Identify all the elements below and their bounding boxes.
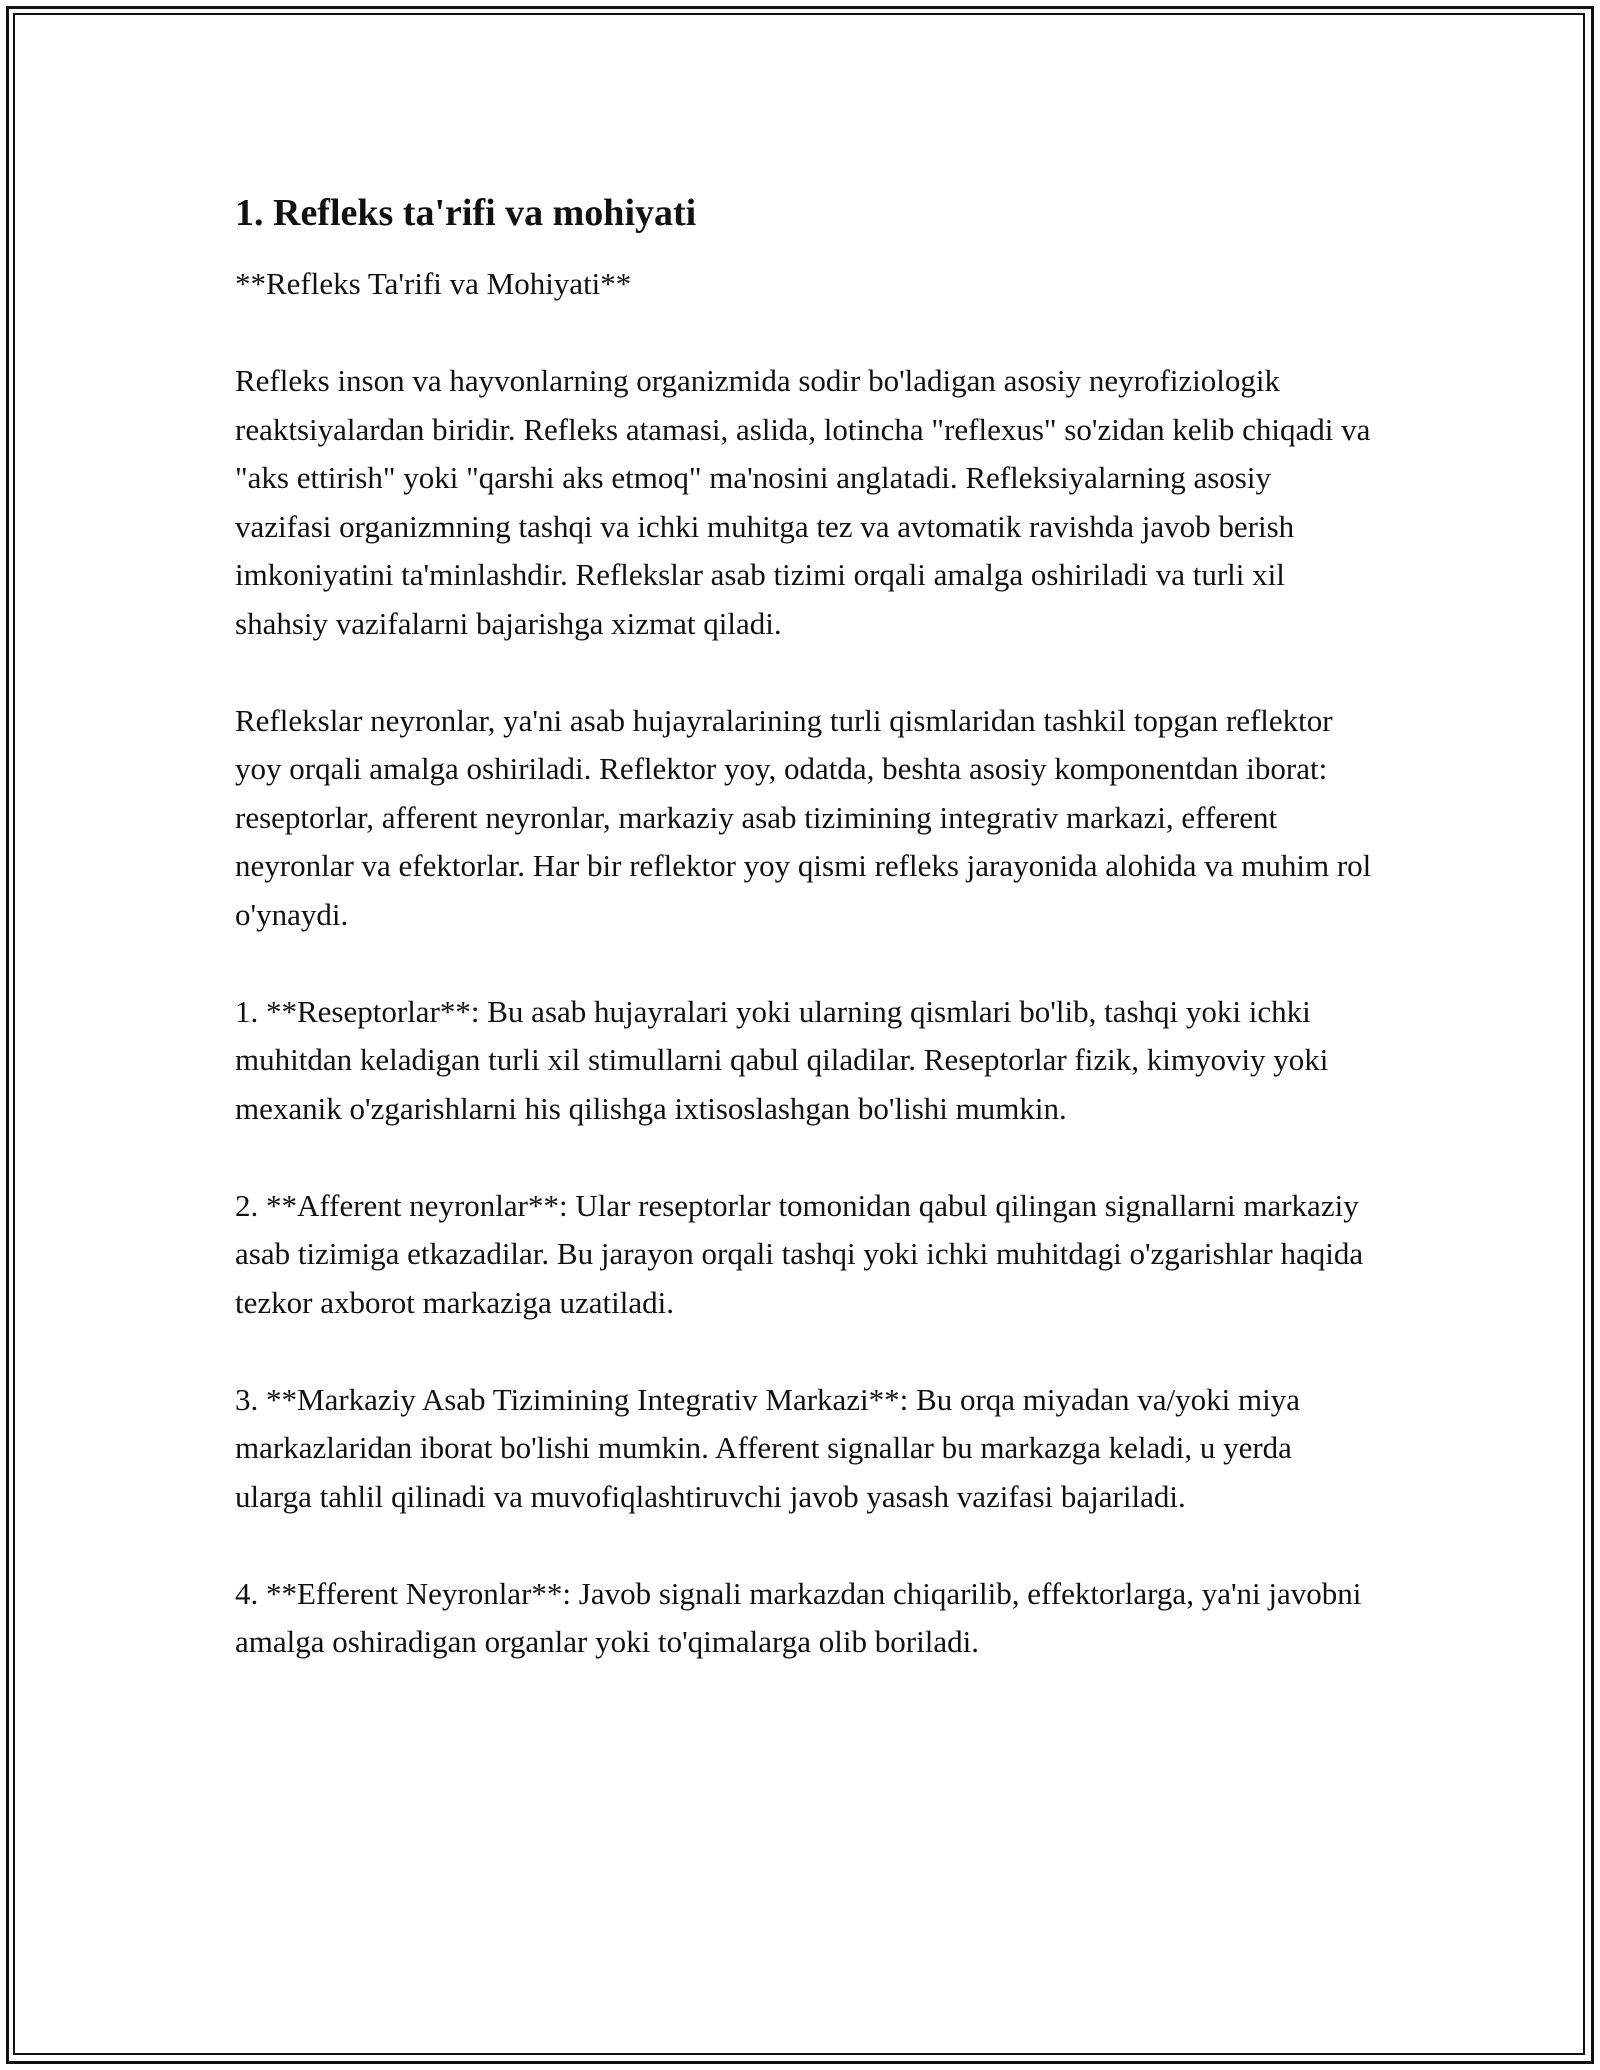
list-item-receptors: 1. **Reseptorlar**: Bu asab hujayralari yoki ularning qismlari bo'lib, tashqi yoki ichki muhitdan keladigan turli xil stimullarni qabul qiladilar. Reseptorlar fizik, kimyoviy yoki mexanik o'zgarishlarni his qilishga ixtisoslashgan bo'lishi mumkin.: [235, 993, 1329, 1126]
list-item-efferent-neurons: 4. **Efferent Neyronlar**: Javob signali markazdan chiqarilib, effektorlarga, ya'ni javobni amalga oshiradigan organlar yoki to'qimalarga olib boriladi.: [235, 1575, 1362, 1659]
document-body: [235, 188, 1375, 1667]
section-subtitle: **Refleks Ta'rifi va Mohiyati**: [235, 266, 632, 301]
list-item-integrative-center: 3. **Markaziy Asab Tizimining Integrativ Markazi**: Bu orqa miyadan va/yoki miya markazlaridan iborat bo'lishi mumkin. Afferent signallar bu markazga keladi, u yerda ularga tahlil qilinadi va muvofiqlashtiruvchi javob yasash vazifasi bajariladi.: [235, 1381, 1301, 1514]
section-title: 1. Refleks ta'rifi va mohiyati: [235, 192, 697, 234]
paragraph-definition: Refleks inson va hayvonlarning organizmida sodir bo'ladigan asosiy neyrofiziologik reaktsiyalardan biridir. Refleks atamasi, aslida, lotincha "reflexus" so'zidan kelib chiqadi va "aks ettirish" yoki "qarshi aks etmoq" ma'nosini anglatadi. Refleksiyalarning asosiy vazifasi organizmning tashqi va ichki muhitga tez va avtomatik ravishda javob berish imkoniyatini ta'minlashdir. Reflekslar asab tizimi orqali amalga oshiriladi va turli xil shahsiy vazifalarni bajarishga xizmat qiladi.: [235, 363, 1371, 641]
paragraph-reflex-arc: Reflekslar neyronlar, ya'ni asab hujayralarining turli qismlaridan tashkil topgan reflektor yoy orqali amalga oshiriladi. Reflektor yoy, odatda, beshta asosiy komponentdan iborat: reseptorlar, afferent neyronlar, markaziy asab tizimining integrativ markazi, efferent neyronlar va efektorlar. Har bir reflektor yoy qismi refleks jarayonida alohida va muhim rol o'ynaydi.: [235, 702, 1372, 932]
list-item-afferent-neurons: 2. **Afferent neyronlar**: Ular reseptorlar tomonidan qabul qilingan signallarni markaziy asab tizimiga etkazadilar. Bu jarayon orqali tashqi yoki ichki muhitdagi o'zgarishlar haqida tezkor axborot markaziga uzatiladi.: [235, 1187, 1364, 1320]
